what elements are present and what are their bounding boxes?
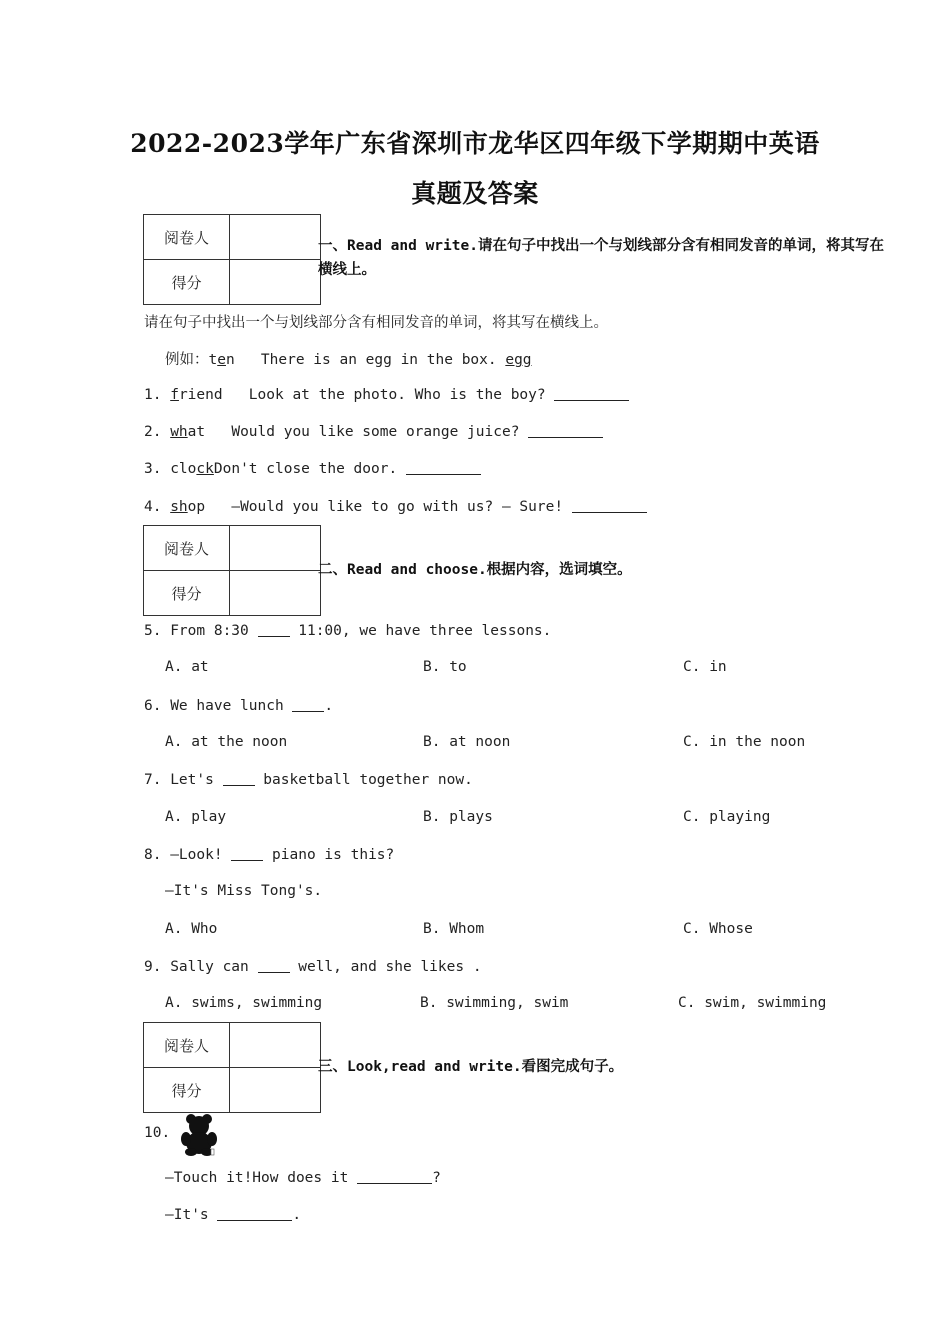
reviewer-field xyxy=(230,526,321,571)
question-4: 4. shop —Would you like to go with us? — Sure! xyxy=(144,498,647,515)
q9-option-a[interactable]: A. swims, swimming xyxy=(165,995,323,1011)
question-10-line-2: —It's . xyxy=(165,1207,302,1223)
score-field xyxy=(230,1068,321,1113)
q8-option-b[interactable]: B. Whom xyxy=(423,921,485,937)
answer-blank-10a[interactable] xyxy=(357,1169,432,1184)
q9-option-c[interactable]: C. swim, swimming xyxy=(678,995,827,1011)
score-box-1 xyxy=(143,214,321,305)
document-title: 2022-2023学年广东省深圳市龙华区四年级下学期期中英语 xyxy=(130,129,820,158)
example-line: 例如：ten There is an egg in the box. egg xyxy=(165,352,532,368)
question-10-line-1: —Touch it!How does it ? xyxy=(165,1170,441,1186)
document-subtitle: 真题及答案 xyxy=(411,179,539,208)
q8-option-c[interactable]: C. Whose xyxy=(683,921,753,937)
section-1-instruction: 请在句子中找出一个与划线部分含有相同发音的单词，将其写在横线上。 xyxy=(144,315,608,331)
score-label: 得分 xyxy=(144,260,230,305)
score-label: 得分 xyxy=(144,571,230,616)
section-2-heading: 二、Read and choose.根据内容，选词填空。 xyxy=(318,562,632,578)
q7-option-a[interactable]: A. play xyxy=(165,809,227,825)
reviewer-field xyxy=(230,215,321,260)
score-field xyxy=(230,260,321,305)
teddy-bear-image xyxy=(180,1112,218,1156)
question-6: 6. We have lunch . xyxy=(144,698,334,714)
answer-blank-4[interactable] xyxy=(572,498,647,513)
question-1: 1. friend Look at the photo. Who is the boy? xyxy=(144,386,629,403)
reviewer-label: 阅卷人 xyxy=(144,1023,230,1068)
question-8: 8. —Look! piano is this? xyxy=(144,847,395,863)
question-7: 7. Let's basketball together now. xyxy=(144,772,473,788)
score-label: 得分 xyxy=(144,1068,230,1113)
question-2: 2. what Would you like some orange juice? xyxy=(144,423,603,440)
answer-blank-1[interactable] xyxy=(554,386,629,401)
score-box-3 xyxy=(143,1022,321,1113)
question-9: 9. Sally can well, and she likes . xyxy=(144,959,482,975)
reviewer-field xyxy=(230,1023,321,1068)
answer-blank-2[interactable] xyxy=(528,423,603,438)
score-box-2 xyxy=(143,525,321,616)
q5-option-b[interactable]: B. to xyxy=(423,659,467,675)
q5-option-c[interactable]: C. in xyxy=(683,659,727,675)
q6-option-c[interactable]: C. in the noon xyxy=(683,734,806,750)
q7-option-b[interactable]: B. plays xyxy=(423,809,493,825)
section-1-heading: 一、Read and write.请在句子中找出一个与划线部分含有相同发音的单词，将其写在 横线上。 xyxy=(318,238,884,278)
question-5: 5. From 8:30 11:00, we have three lessons. xyxy=(144,623,552,639)
question-8-reply: —It's Miss Tong's. xyxy=(165,883,323,899)
question-3: 3. clockDon't close the door. xyxy=(144,460,481,477)
q5-option-a[interactable]: A. at xyxy=(165,659,209,675)
score-field xyxy=(230,571,321,616)
answer-blank-10b[interactable] xyxy=(217,1206,292,1221)
q8-option-a[interactable]: A. Who xyxy=(165,921,218,937)
q6-option-a[interactable]: A. at the noon xyxy=(165,734,288,750)
section-3-heading: 三、Look,read and write.看图完成句子。 xyxy=(318,1059,624,1075)
reviewer-label: 阅卷人 xyxy=(144,526,230,571)
q6-option-b[interactable]: B. at noon xyxy=(423,734,511,750)
answer-blank-3[interactable] xyxy=(406,460,481,475)
question-10-number: 10. xyxy=(144,1125,171,1141)
q7-option-c[interactable]: C. playing xyxy=(683,809,771,825)
q9-option-b[interactable]: B. swimming, swim xyxy=(420,995,569,1011)
reviewer-label: 阅卷人 xyxy=(144,215,230,260)
